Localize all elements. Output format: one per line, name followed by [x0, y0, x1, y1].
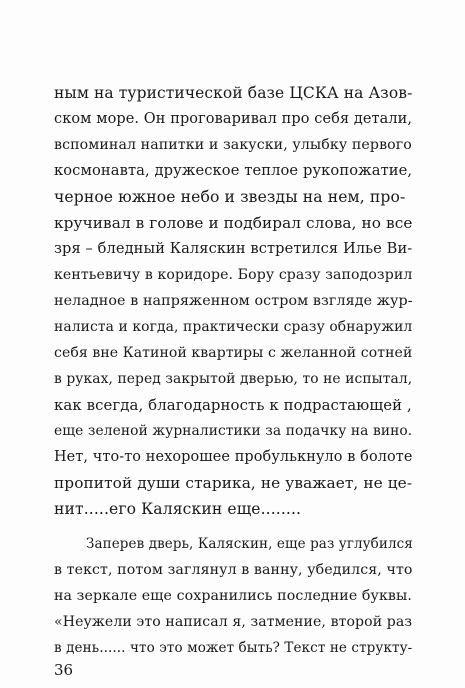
text-line: на зеркале еще сохранились последние буквы.: [54, 588, 412, 604]
text-line: кручивал в голове и подбирал слова, но все: [54, 214, 413, 232]
text-line: зря – бледный Каляскин встретился Илье Ви-: [54, 240, 413, 257]
text-line: «Неужели это написал я, затмение, второй раз: [54, 614, 413, 630]
text-line: в текст, потом заглянул в ванну, убедился, что: [54, 562, 413, 578]
text-line: Нет, что-то нехорошее пробулькнуло в болоте: [54, 449, 413, 465]
text-line: себя вне Катиной квартиры с желанной сотней: [54, 345, 413, 361]
page-number: 36: [54, 661, 74, 679]
text-line: в руках, перед закрытой дверью, то не испытал,: [54, 371, 413, 387]
text-line: ском море. Он проговаривал про себя детали,: [54, 111, 413, 127]
text-line: пропитой души старика, не уважает, не це-: [54, 474, 413, 492]
text-line: еще зеленой журналистики за подачку на вино.: [54, 423, 413, 439]
text-line: нит.....его Каляскин еще........: [54, 500, 302, 518]
text-line: кентьевичу в коридоре. Бору сразу заподозрил: [54, 267, 413, 283]
text-line: Заперев дверь, Каляскин, еще раз углубился: [86, 536, 413, 552]
text-line: космонавта, дружеское теплое рукопожатие,: [54, 162, 413, 179]
text-line: черное южное небо и звезды на нем, про-: [54, 188, 406, 206]
text-line: ным на туристической базе ЦСКА на Азов-: [54, 84, 413, 102]
text-line: в день...... что это может быть? Текст не структу-: [54, 640, 413, 656]
text-line: неладное в напряженном остром взгляде жур-: [54, 293, 413, 309]
text-line: как всегда, благодарность к подрастающей ,: [54, 396, 412, 414]
text-line: налиста и когда, практически сразу обнаружил: [54, 319, 413, 335]
text-line: вспоминал напитки и закуски, улыбку первого: [54, 137, 412, 153]
